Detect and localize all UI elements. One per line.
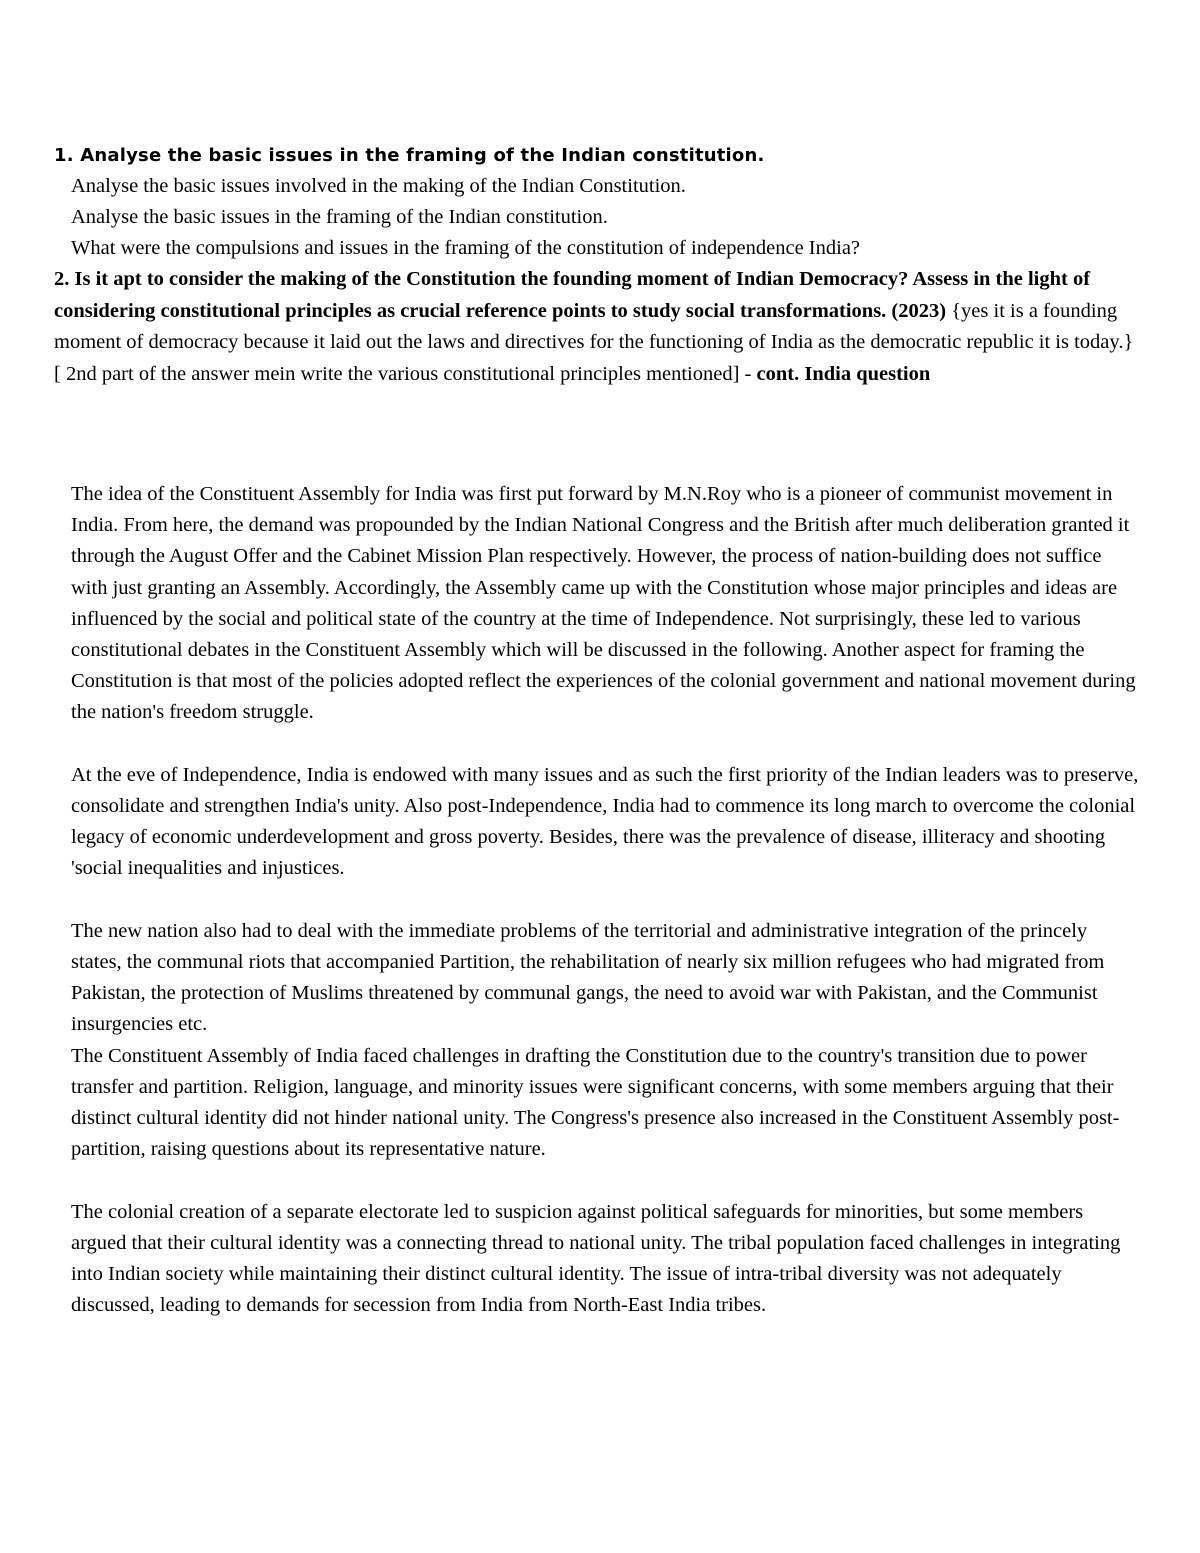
essay-paragraph: The new nation also had to deal with the immediate problems of the territorial and administrative integration of the princely states, the communal riots that accompanied Partition, the rehabilitation of nearly six million refugees who had migrated from Pakistan, the protection of Muslims threatened by communal gangs, the need to avoid war with Pakistan, and the Communist insurgencies etc.: [71, 919, 1105, 1036]
question-2-note: {yes it is a founding moment of democracy because it laid out the laws and directives for the functioning of India as the democratic republic it is today.} [ 2nd part of the answer mein write the various constitutional principles mentioned] -: [54, 299, 1134, 385]
essay-paragraph: The colonial creation of a separate electorate led to suspicion against political safeguards for minorities, but some members argued that their cultural identity was a connecting thread to national unity. The tribal population faced challenges in integrating into Indian society while maintaining their distinct cultural identity. The issue of intra-tribal diversity was not adequately discussed, leading to demands for secession from India from North-East India tribes.: [71, 1200, 1121, 1317]
question-2: [54, 264, 1144, 390]
questions-section: [54, 141, 1144, 390]
question-2-tag: cont. India question: [756, 362, 931, 385]
question-2-bold-text: 2. Is it apt to consider the making of the Constitution the founding moment of Indian Democracy? Assess in the light of considering constitutional principles as crucial reference points to study social transformations. (2023): [54, 268, 1091, 322]
question-1-heading: 1. Analyse the basic issues in the framing of the Indian constitution.: [54, 145, 765, 166]
question-1-variant: What were the compulsions and issues in the framing of the constitution of independence India?: [71, 237, 861, 259]
essay-paragraph: The Constituent Assembly of India faced challenges in drafting the Constitution due to the country's transition due to power transfer and partition. Religion, language, and minority issues were significant concerns, with some members arguing that their distinct cultural identity did not hinder national unity. The Congress's presence also increased in the Constituent Assembly post-partition, raising questions about its representative nature.: [71, 1044, 1120, 1161]
question-1-variant: Analyse the basic issues in the framing of the Indian constitution.: [71, 206, 608, 228]
essay-paragraph: At the eve of Independence, India is endowed with many issues and as such the first priority of the Indian leaders was to preserve, consolidate and strengthen India's unity. Also post-Independence, India had to commence its long march to overcome the colonial legacy of economic underdevelopment and gross poverty. Besides, there was the prevalence of disease, illiteracy and shooting 'social inequalities and injustices.: [71, 763, 1139, 880]
essay-paragraph: The idea of the Constituent Assembly for India was first put forward by M.N.Roy who is a pioneer of communist movement in India. From here, the demand was propounded by the Indian National Congress and the British after much deliberation granted it through the August Offer and the Cabinet Mission Plan respectively. However, the process of nation-building does not suffice with just granting an Assembly. Accordingly, the Assembly came up with the Constitution whose major principles and ideas are influenced by the social and political state of the country at the time of Independence. Not surprisingly, these led to various constitutional debates in the Constituent Assembly which will be discussed in the following. Another aspect for framing the Constitution is that most of the policies adopted reflect the experiences of the colonial government and national movement during the nation's freedom struggle.: [71, 483, 1136, 724]
essay-body: [71, 479, 1141, 1353]
question-1-variant: Analyse the basic issues involved in the making of the Indian Constitution.: [71, 175, 686, 197]
